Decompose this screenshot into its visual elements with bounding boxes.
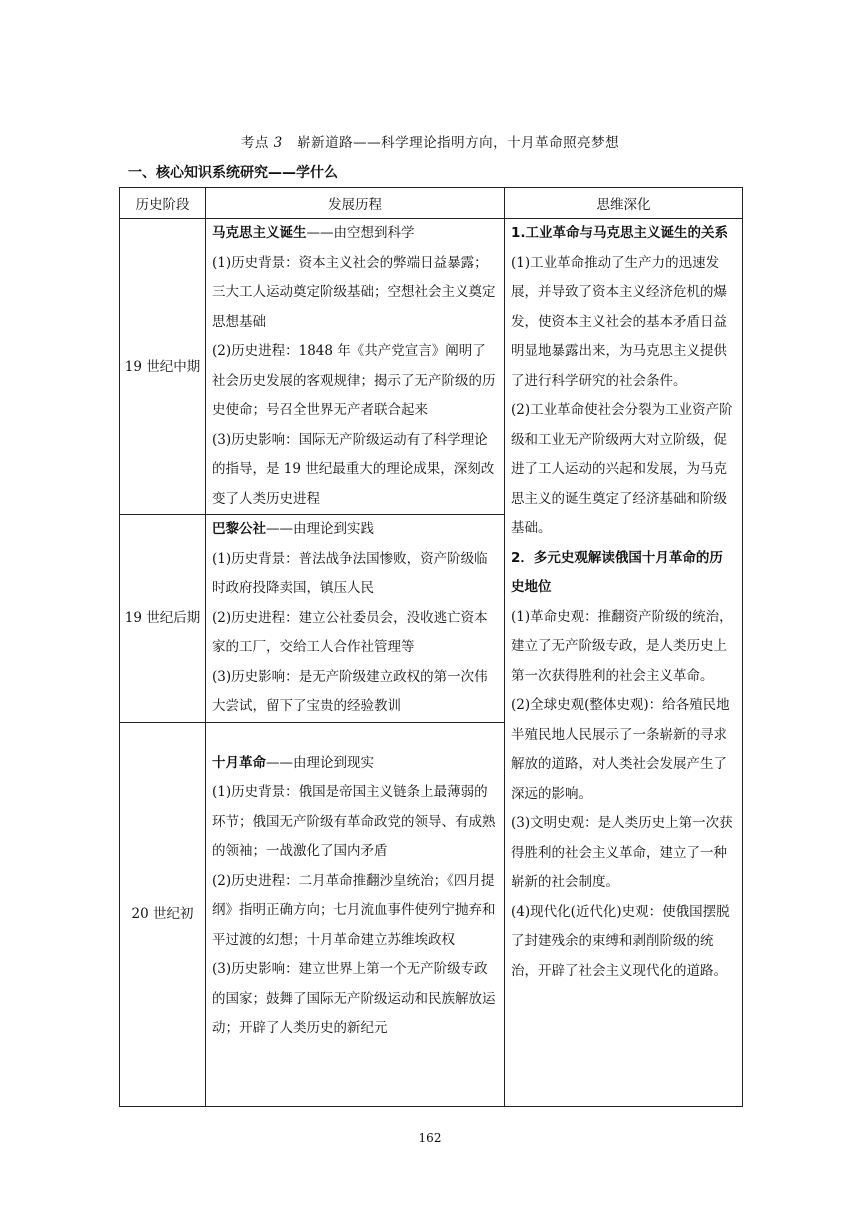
process-heading: 马克思主义诞生 — [212, 225, 307, 241]
stage-cell: 19 世纪中期 — [120, 219, 206, 515]
process-heading-rest: ——由理论到现实 — [266, 754, 374, 771]
process-cell — [206, 722, 505, 1106]
thinking-paragraph: (1)工业革命推动了生产力的迅速发展，并导致了资本主义经济危机的爆发，使资本主义社会的基本矛盾日益明显地暴露出来，为马克思主义提供了进行科学研究的社会条件。 — [511, 254, 727, 389]
process-line: (3)历史影响：是无产阶级建立政权的第一次伟大尝试，留下了宝贵的经验教训 — [212, 668, 488, 714]
knowledge-table — [119, 187, 743, 1107]
process-heading-rest: ——由理论到实践 — [266, 521, 374, 537]
thinking-heading: 1.工业革命与马克思主义诞生的关系 — [511, 225, 729, 241]
thinking-paragraph: (3)文明史观：是人类历史上第一次获得胜利的社会主义革命，建立了一种崭新的社会制度。 — [511, 815, 733, 890]
process-line: (1)历史背景：普法战争法国惨败，资产阶级临时政府投降卖国，镇压人民 — [212, 550, 488, 596]
process-line: (1)历史背景：俄国是帝国主义链条上最薄弱的环节；俄国无产阶级有革命政党的领导、有成熟的领袖；一战激化了国内矛盾 — [212, 784, 496, 859]
section-heading: 一、核心知识系统研究——学什么 — [128, 165, 338, 181]
process-heading: 巴黎公社 — [212, 521, 266, 537]
thinking-paragraph: (1)革命史观：推翻资产阶级的统治，建立了无产阶级专政，是人类历史上第一次获得胜利的社会主义革命。 — [511, 608, 733, 684]
title-number: 3 — [273, 135, 283, 151]
page-number: 162 — [418, 1131, 442, 1145]
process-line: (3)历史影响：国际无产阶级运动有了科学理论的指导，是 19 世纪最重大的理论成果，深刻改变了人类历史进程 — [212, 431, 495, 507]
header-stage: 历史阶段 — [120, 188, 206, 219]
stage-cell: 20 世纪初 — [120, 722, 206, 1106]
header-thinking: 思维深化 — [505, 188, 743, 219]
process-line: (2)历史进程：二月革命推翻沙皇统治；《四月提纲》指明正确方向；七月流血事件使列宁抛弃和平过渡的幻想；十月革命建立苏维埃政权 — [212, 872, 496, 948]
process-line: (1)历史背景：资本主义社会的弊端日益暴露；三大工人运动奠定阶级基础；空想社会主义奠定思想基础 — [212, 254, 496, 330]
thinking-paragraph: (2)全球史观(整体史观)：给各殖民地半殖民地人民展示了一条崭新的寻求解放的道路，对人类社会发展产生了深远的影响。 — [511, 697, 730, 802]
thinking-heading: 2．多元史观解读俄国十月革命的历史地位 — [511, 549, 723, 595]
process-cell — [206, 219, 505, 515]
page-title — [0, 131, 860, 151]
stage-cell: 19 世纪后期 — [120, 515, 206, 723]
title-prefix: 考点 — [240, 135, 269, 151]
process-heading: 十月革命 — [212, 754, 266, 771]
thinking-cell — [505, 219, 743, 1107]
process-line: (2)历史进程：建立公社委员会，没收逃亡资本家的工厂，交给工人合作社管理等 — [212, 609, 488, 655]
thinking-paragraph: (2)工业革命使社会分裂为工业资产阶级和工业无产阶级两大对立阶级，促进了工人运动的兴起和发展，为马克思主义的诞生奠定了经济基础和阶级基础。 — [511, 402, 733, 536]
header-process: 发展历程 — [206, 188, 505, 219]
process-line: (3)历史影响：建立世界上第一个无产阶级专政的国家；鼓舞了国际无产阶级运动和民族解放运动；开辟了人类历史的新纪元 — [212, 961, 496, 1036]
process-cell — [206, 515, 505, 723]
table-row — [120, 219, 743, 515]
table-header-row — [120, 188, 743, 219]
process-heading-rest: ——由空想到科学 — [306, 225, 415, 241]
process-line: (2)历史进程：1848 年《共产党宣言》阐明了社会历史发展的客观规律；揭示了无产阶级的历史使命；号召全世界无产者联合起来 — [212, 343, 496, 418]
thinking-paragraph: (4)现代化(近代化)史观：使俄国摆脱了封建残余的束缚和剥削阶级的统治，开辟了社会主义现代化的道路。 — [511, 903, 730, 979]
title-text: 崭新道路——科学理论指明方向，十月革命照亮梦想 — [297, 135, 620, 151]
